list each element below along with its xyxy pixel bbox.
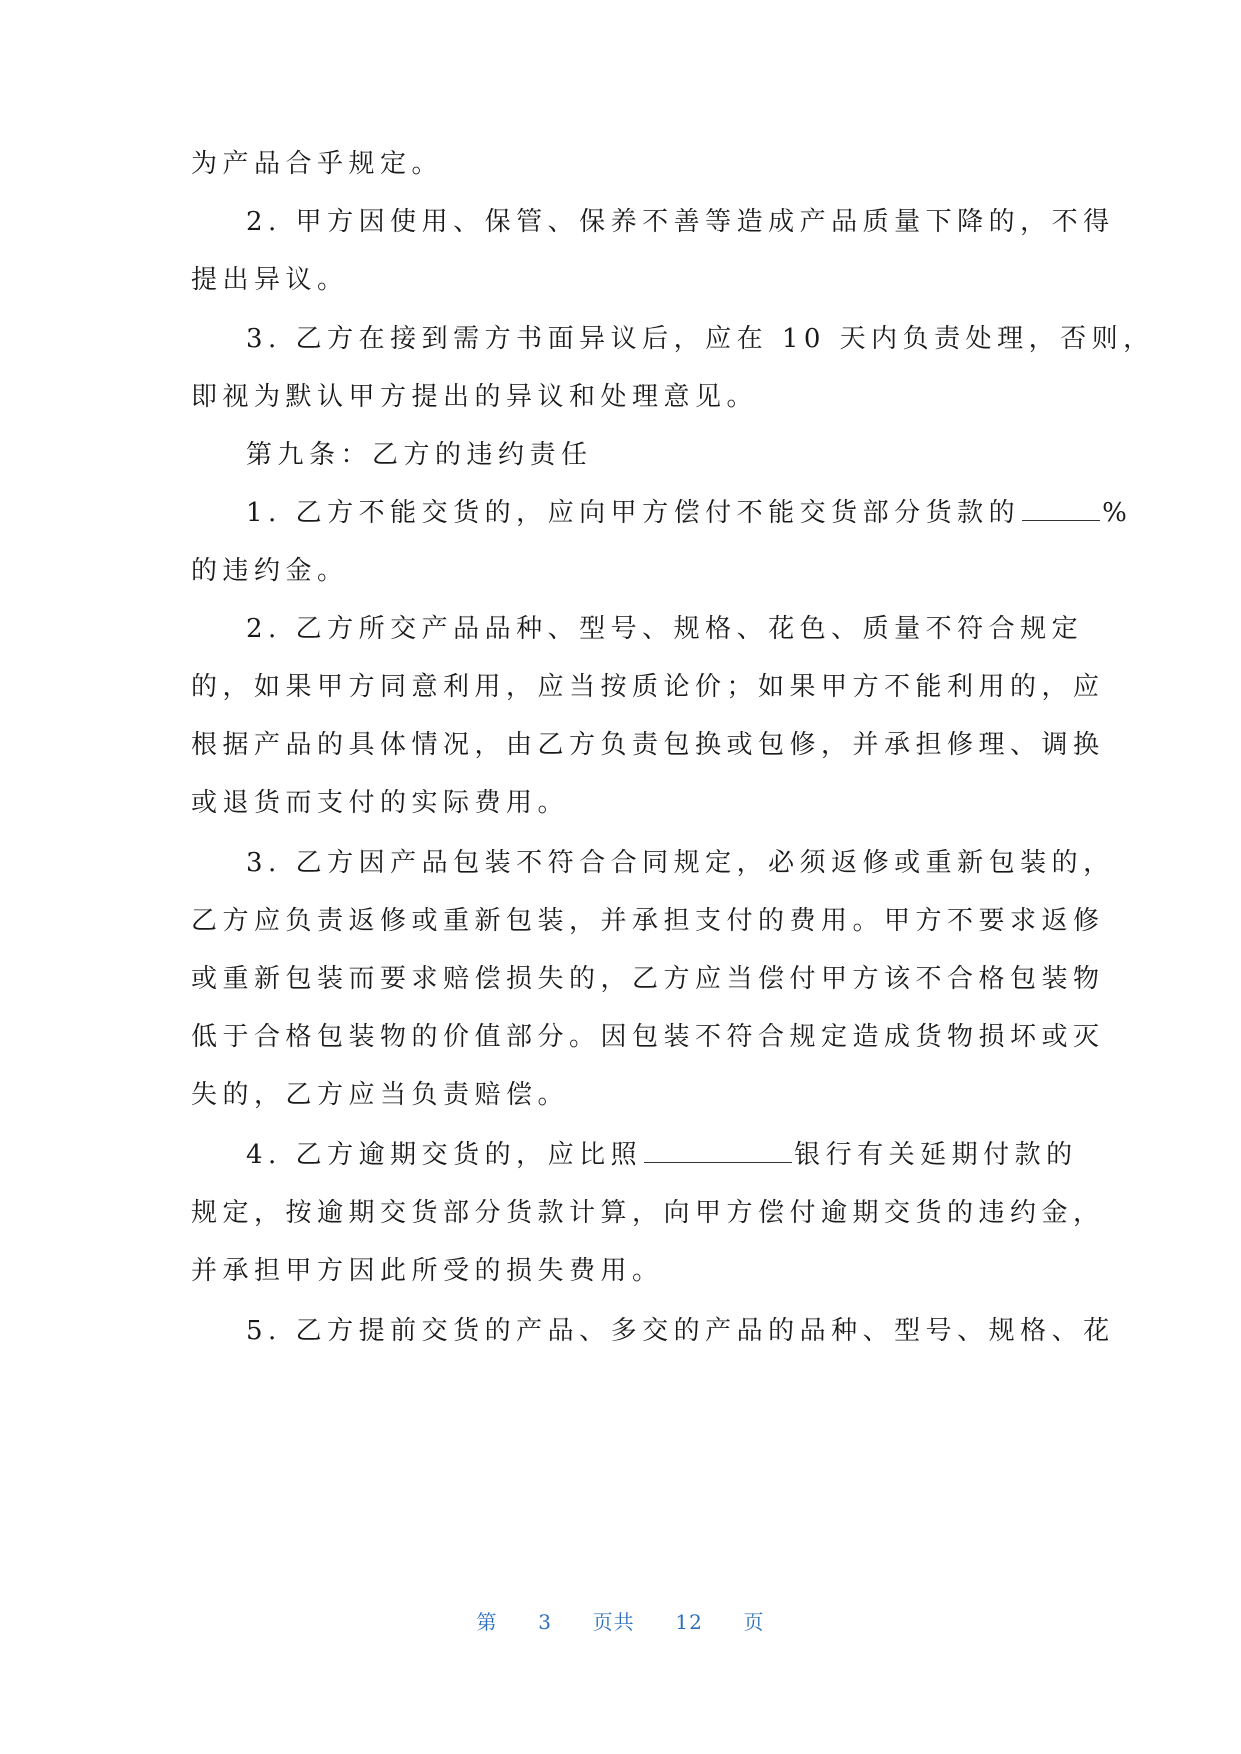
text-line: 5. 乙方提前交货的产品、多交的产品的品种、型号、规格、花 <box>246 1316 1115 1346</box>
current-page-number: 3 <box>538 1610 552 1634</box>
text-line: 根据产品的具体情况，由乙方负责包换或包修，并承担修理、调换 <box>191 730 1105 760</box>
text-line: 或重新包装而要求赔偿损失的，乙方应当偿付甲方该不合格包装物 <box>191 964 1105 994</box>
text-line: 低于合格包装物的价值部分。因包装不符合规定造成货物损坏或灭 <box>191 1022 1105 1052</box>
text-line: 失的，乙方应当负责赔偿。 <box>191 1080 570 1110</box>
text-segment: 4. 乙方逾期交货的，应比照 <box>246 1140 643 1170</box>
text-line: 3. 乙方因产品包装不符合合同规定，必须返修或重新包装的， <box>246 848 1115 878</box>
article-heading: 第九条：乙方的违约责任 <box>246 440 593 470</box>
fill-blank <box>1022 498 1100 521</box>
text-line: 乙方应负责返修或重新包装，并承担支付的费用。甲方不要求返修 <box>191 906 1105 936</box>
text-line: 并承担甲方因此所受的损失费用。 <box>191 1256 664 1286</box>
text-line: 规定，按逾期交货部分货款计算，向甲方偿付逾期交货的违约金， <box>191 1198 1105 1228</box>
page-footer <box>0 1606 1241 1635</box>
text-line: 或退货而支付的实际费用。 <box>191 788 570 818</box>
text-line: 的违约金。 <box>191 556 349 586</box>
text-line <box>246 496 1133 530</box>
footer-middle: 页共 <box>592 1610 635 1634</box>
fill-blank <box>644 1140 792 1163</box>
text-line: 提出异议。 <box>191 265 349 295</box>
text-line: 为产品合乎规定。 <box>191 149 444 179</box>
footer-suffix: 页 <box>743 1610 765 1634</box>
text-line <box>246 1138 1126 1172</box>
text-line: 3. 乙方在接到需方书面异议后，应在 10 天内负责处理，否则， <box>246 324 1155 354</box>
text-segment: % <box>1102 498 1133 528</box>
text-line: 2. 甲方因使用、保管、保养不善等造成产品质量下降的，不得 <box>246 207 1115 237</box>
text-segment: 1. 乙方不能交货的，应向甲方偿付不能交货部分货款的 <box>246 498 1021 528</box>
text-line: 的，如果甲方同意利用，应当按质论价；如果甲方不能利用的，应 <box>191 672 1105 702</box>
text-line: 即视为默认甲方提出的异议和处理意见。 <box>191 382 759 412</box>
text-line: 2. 乙方所交产品品种、型号、规格、花色、质量不符合规定 <box>246 614 1084 644</box>
text-segment: 银行有关延期付款的 <box>794 1140 1078 1170</box>
total-pages-number: 12 <box>675 1610 703 1634</box>
footer-prefix: 第 <box>476 1610 498 1634</box>
